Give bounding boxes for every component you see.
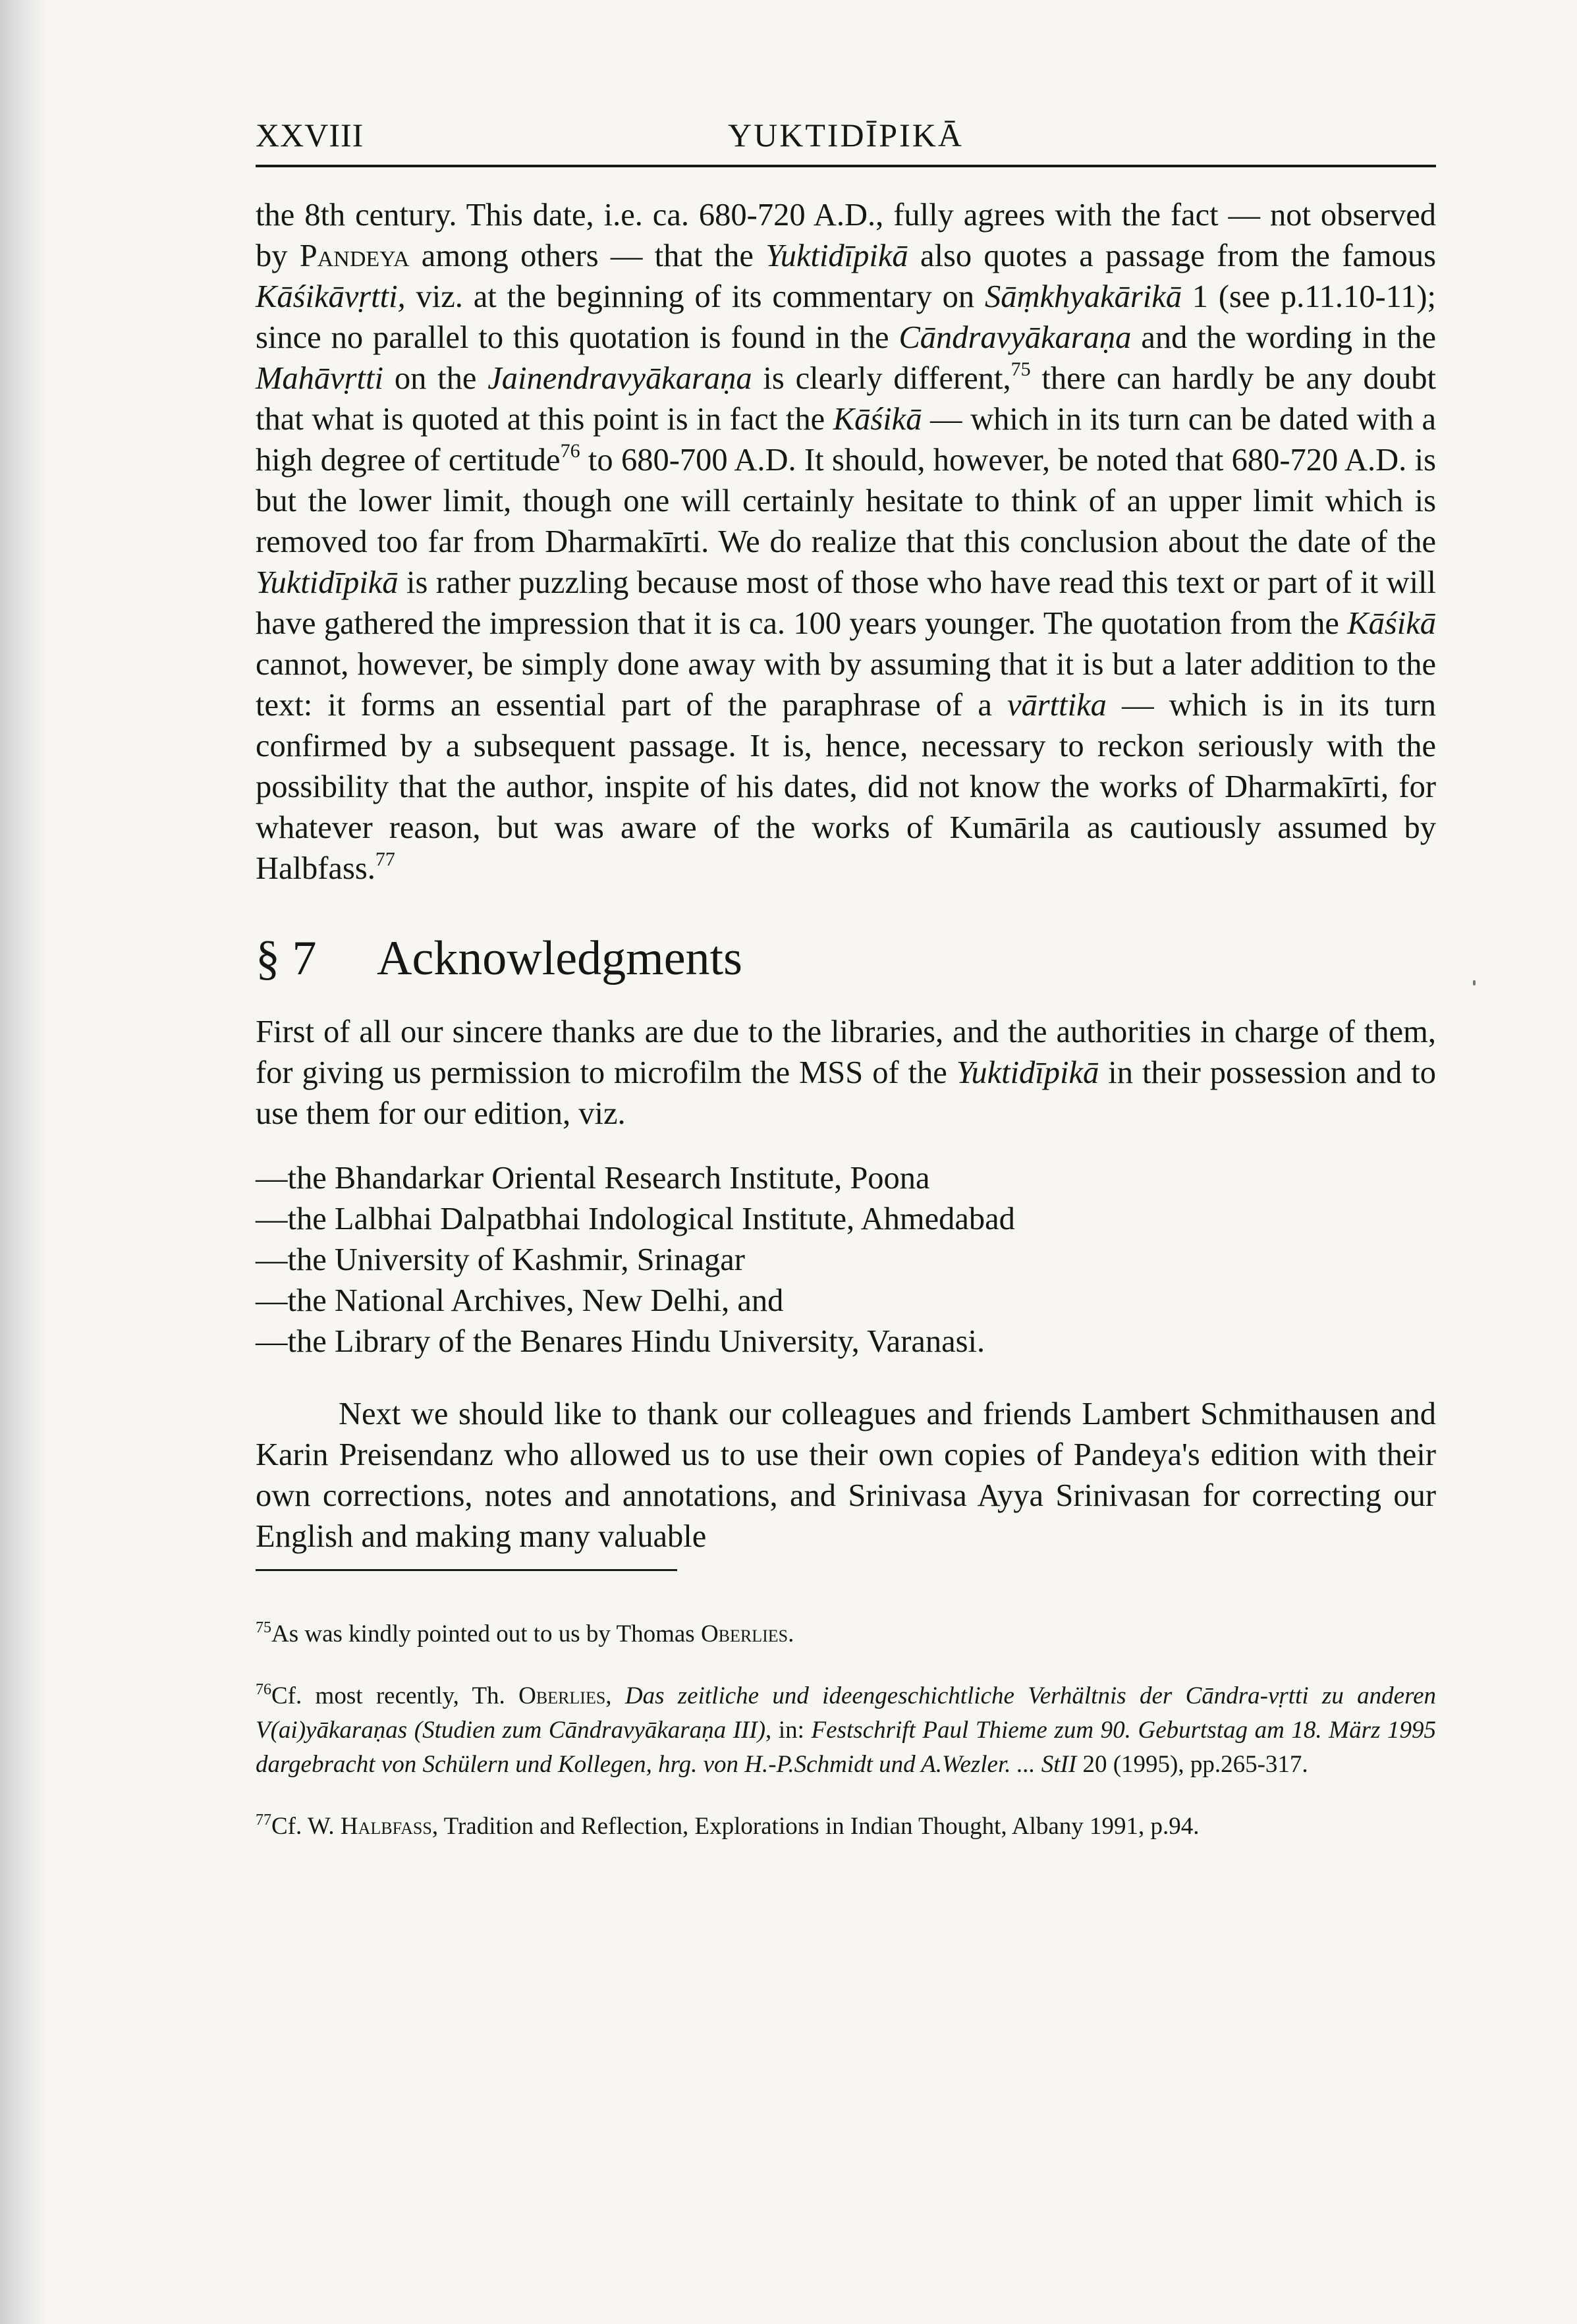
work-title: Sāṃkhyakārikā xyxy=(984,279,1182,314)
page-header xyxy=(256,112,1436,167)
footnote-ref-76: 76 xyxy=(560,440,580,462)
list-item: —the Lalbhai Dalpatbhai Indological Institute, Ahmedabad xyxy=(256,1202,1015,1236)
work-title: Cāndravyākaraṇa xyxy=(899,320,1132,355)
work-title: Yuktidīpikā xyxy=(956,1055,1099,1090)
footnote-75: $^{75}$As was kindly pointed out to us by Thomas Oberlies. xyxy=(256,1619,794,1647)
main-text xyxy=(256,195,1436,1557)
author-oberlies: Oberlies xyxy=(518,1682,606,1709)
footnote-rule xyxy=(256,1569,677,1571)
list-item: —the University of Kashmir, Srinagar xyxy=(256,1242,745,1277)
author-oberlies: Oberlies xyxy=(700,1620,788,1647)
footnote-76: $^{76}$Cf. most recently, Th. Oberlies, Das zeitliche und ideengeschichtliche Verhältnis der Cāndra-vṛtti zu anderen V(ai)yākaraṇas (Studien zum Cāndravyākaraṇa III), in: Festschrift Paul Thieme zum 90. Geburtstag am 18. März 1995 dargebracht von Schülern und Kollegen, hrg. von H.-P.Schmidt und A.Wezler. ... StII 20 (1995), pp.265-317. xyxy=(256,1681,1437,1778)
term-varttika: vārttika xyxy=(1007,688,1107,723)
list-item: —the Library of the Benares Hindu University, Varanasi. xyxy=(256,1324,985,1359)
section-number: § 7 xyxy=(256,931,317,985)
footnote-ref-75: 75 xyxy=(1010,358,1031,380)
work-title: Yuktidīpikā xyxy=(765,238,908,273)
page xyxy=(256,112,1436,1871)
scan-speck xyxy=(1473,980,1476,985)
list-item: —the National Archives, New Delhi, and xyxy=(256,1283,784,1318)
work-title: Kāśikā xyxy=(833,402,922,437)
footnotes xyxy=(256,1617,1436,1844)
work-title: Kāśikā xyxy=(1347,606,1436,641)
paragraph-acknowledgments: First of all our sincere thanks are due to the libraries, and the authorities in charge of them, for giving us permission to microfilm the MSS of the Yuktidīpikā in their possession and to use them for our edition, viz. xyxy=(256,1014,1436,1131)
page-number: XXVIII xyxy=(256,117,364,153)
running-title: YUKTIDĪPIKĀ xyxy=(728,117,964,153)
author-halbfass: Halbfass xyxy=(340,1813,432,1840)
section-heading xyxy=(256,929,1436,988)
footnote-ref-77: 77 xyxy=(375,848,395,870)
section-title: Acknowledgments xyxy=(377,931,742,985)
library-list xyxy=(256,1158,1436,1362)
paragraph-colleagues: Next we should like to thank our colleagues and friends Lambert Schmithausen and Karin Preisendanz who allowed us to use their own copies of Pandeya's edition with their own corrections, notes and annotations, and Srinivasa Ayya Srinivasan for correcting our English and making many valuable xyxy=(256,1397,1436,1554)
work-title: Mahāvṛtti xyxy=(256,361,383,396)
festschrift-title: Festschrift Paul Thieme zum 90. Geburtstag am 18. März 1995 dargebracht von Schülern und Kollegen, hrg. von H.-P.Schmidt und A.Wezler. ... StII xyxy=(256,1717,1436,1778)
work-title: Yuktidīpikā xyxy=(256,565,399,600)
paragraph-dating: the 8th century. This date, i.e. ca. 680-720 A.D., fully agrees with the fact — not observed by Pandeya among others — that the Yuktidīpikā also quotes a passage from the famous Kāśikāvṛtti, viz. at the beginning of its commentary on Sāṃkhyakārikā 1 (see p.11.10-11); since no parallel to this quotation is found in the Cāndravyākaraṇa and the wording in the Mahāvṛtti on the Jainendravyākaraṇa is clearly different,$^{75}$ there can hardly be any doubt that what is quoted at this point is in fact the Kāśikā — which in its turn can be dated with a high degree of certitude$^{76}$ to 680-700 A.D. It should, however, be noted that 680-720 A.D. is but the lower limit, though one will certainly hesitate to think of an upper limit which is removed too far from Dharmakīrti. We do realize that this conclusion about the date of the Yuktidīpikā is rather puzzling because most of those who have read this text or part of it will have gathered the impression that it is ca. 100 years younger. The quotation from the Kāśikā cannot, however, be simply done away with by assuming that it is but a later addition to the text: it forms an essential part of the paraphrase of a vārttika — which is in its turn confirmed by a subsequent passage. It is, hence, necessary to reckon seriously with the possibility that the author, inspite of his dates, did not know the works of Dharmakīrti, for whatever reason, but was aware of the works of Kumārila as cautiously assumed by Halbfass.$^{77}$ xyxy=(256,198,1436,886)
author-pandeya: Pandeya xyxy=(299,238,410,273)
article-title: Das zeitliche und ideengeschichtliche Verhältnis der Cāndra-vṛtti zu anderen V(ai)yākaraṇas (Studien zum Cāndravyākaraṇa III) xyxy=(256,1682,1437,1744)
work-title: Kāśikāvṛtti, xyxy=(256,279,406,314)
book-binding-shadow xyxy=(0,0,46,2324)
work-title: Jainendravyākaraṇa xyxy=(487,361,752,396)
footnote-77: $^{77}$Cf. W. Halbfass, Tradition and Reflection, Explorations in Indian Thought, Albany 1991, p.94. xyxy=(256,1812,1200,1840)
list-item: —the Bhandarkar Oriental Research Institute, Poona xyxy=(256,1161,930,1196)
